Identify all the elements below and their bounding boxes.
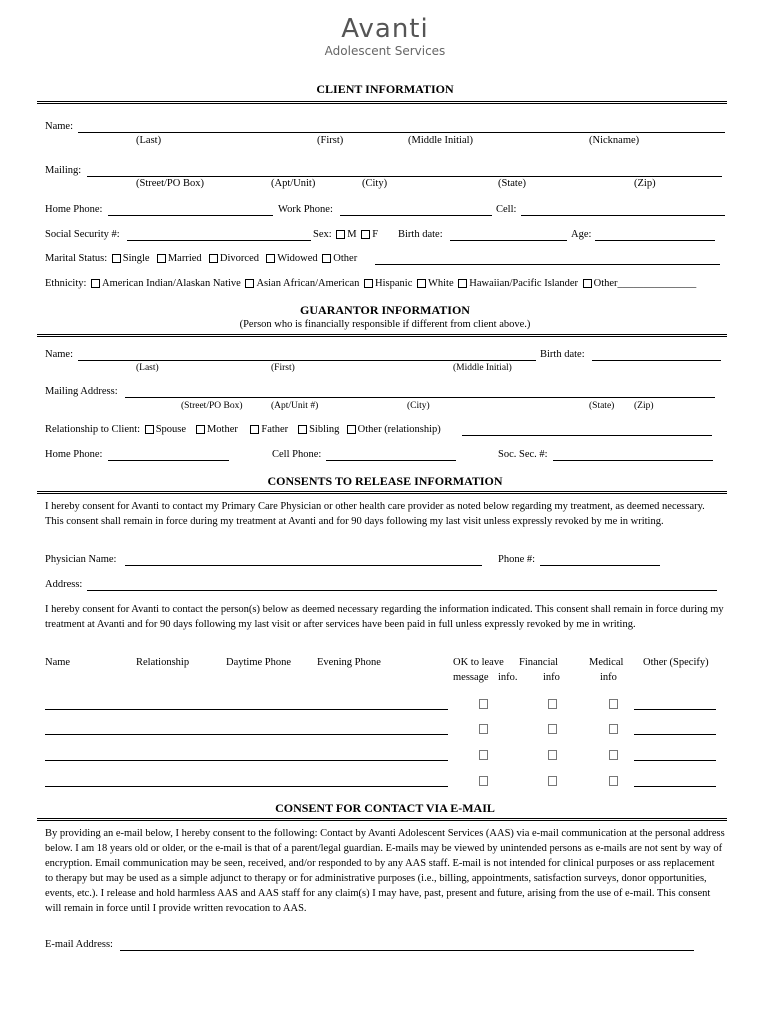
ethnicity-asian-label: Asian [256,278,281,289]
relationship-other-field[interactable] [462,435,712,436]
email-address-label: E-mail Address: [45,939,113,950]
guarantor-soc-sec-label: Soc. Sec. #: [498,449,548,460]
relationship-sibling-checkbox[interactable] [298,425,307,434]
col-medical-line1: Medical [589,657,624,668]
guarantor-home-phone-field[interactable] [108,460,229,461]
physician-name-label: Physician Name: [45,554,117,565]
ok-leave-checkbox[interactable] [479,750,488,760]
divider [37,101,727,104]
financial-checkbox[interactable] [548,750,557,760]
client-first-label: (First) [317,135,344,146]
ethnicity-african-label: African/American [283,278,360,289]
guarantor-last-label: (Last) [136,363,159,373]
guarantor-birth-date-label: Birth date: [540,349,585,360]
relationship-spouse-checkbox[interactable] [145,425,154,434]
relationship-mother-label: Mother [206,424,238,435]
contact-line-field[interactable] [45,760,448,761]
guarantor-cell-phone-label: Cell Phone: [272,449,322,460]
email-paragraph: By providing an e-mail below, I hereby consent to the following: Contact by Avanti Adolescent Services (AAS) via e-mail communication at the personal address below. I am 18 years old or older, or the e-mail is that of a parent/legal guardian. E-mails may be viewed by unintended persons as e-mails are not sent by way of encryption. Email communication may be seen, received, and/or responded to by any AAS staff. E-mail is not intended for clinical purposes or ass replacement to therapy but may be used as a simple adjunct to therapy or for administrative purposes (i.e., billing, appointments, satisfaction surveys, donor opportunities, events, etc.). I release and hold harmless AAS and AAS staff for any claim(s) I may have, past, present and future, arising from the use of e-mail. This consent will remain in force until I provide written revocation to AAS. [45,828,725,914]
physician-phone-label: Phone #: [498,554,536,565]
guarantor-heading: GUARANTOR INFORMATION [300,303,470,317]
guarantor-soc-sec-field[interactable] [553,460,713,461]
relationship-father-label: Father [261,424,289,435]
client-ssn-label: Social Security #: [45,229,120,240]
client-home-phone-field[interactable] [108,215,273,216]
col-relationship: Relationship [136,657,190,668]
client-sex-group [313,229,378,240]
email-heading: CONSENT FOR CONTACT VIA E-MAIL [275,801,495,815]
client-cell-label: Cell: [496,204,517,215]
client-birth-date-field[interactable] [450,240,567,241]
marital-status-group [45,253,357,264]
client-apt-label: (Apt/Unit) [271,178,316,189]
ethnicity-hawaiian-checkbox[interactable] [458,279,467,288]
ethnicity-hawaiian-label: Hawaiian/Pacific Islander [469,278,579,289]
medical-checkbox[interactable] [609,699,618,709]
col-medical-line2: info [600,672,617,683]
other-specify-field[interactable] [634,760,716,761]
ethnicity-hispanic-checkbox[interactable] [364,279,373,288]
consents-paragraph-2: I hereby consent for Avanti to contact the person(s) below as deemed necessary regarding the information indicated. This consent shall remain in force during my treatment at Avanti and for 90 days following my last visit or after services have been paid in full unless expressly revoked by me in writing. [45,604,724,630]
client-mailing-field[interactable] [87,176,722,177]
col-other: Other (Specify) [643,657,709,668]
client-middle-label: (Middle Initial) [408,135,474,146]
client-zip-label: (Zip) [634,178,656,189]
client-ssn-field[interactable] [127,240,311,241]
guarantor-name-label: Name: [45,349,73,360]
client-name-label: Name: [45,121,73,132]
marital-divorced-label: Divorced [219,253,259,264]
logo-subtitle: Adolescent Services [324,44,446,58]
client-state-label: (State) [498,178,526,189]
marital-status-label: Marital Status: [45,253,108,264]
physician-address-label: Address: [45,579,83,590]
guarantor-name-field[interactable] [78,360,536,361]
client-work-phone-label: Work Phone: [278,204,333,215]
relationship-group [45,424,441,435]
consents-heading: CONSENTS TO RELEASE INFORMATION [267,474,503,488]
physician-name-field[interactable] [125,565,482,566]
sex-f-label: F [372,229,379,240]
relationship-label: Relationship to Client: [45,424,141,435]
guarantor-mailing-field[interactable] [125,397,715,398]
guarantor-apt-label: (Apt/Unit #) [271,401,319,411]
guarantor-cell-phone-field[interactable] [326,460,456,461]
ethnicity-label: Ethnicity: [45,278,87,289]
ethnicity-hispanic-label: Hispanic [375,278,413,289]
relationship-other-label: Other (relationship) [357,424,441,435]
guarantor-birth-date-field[interactable] [592,360,721,361]
ok-leave-checkbox[interactable] [479,699,488,709]
col-ok-leave-line2: message [453,672,489,683]
relationship-spouse-label: Spouse [155,424,187,435]
relationship-other-checkbox[interactable] [347,425,356,434]
medical-checkbox[interactable] [609,750,618,760]
marital-married-checkbox[interactable] [157,254,166,263]
ethnicity-native-checkbox[interactable] [91,279,100,288]
guarantor-zip-label: (Zip) [634,401,654,411]
medical-checkbox[interactable] [609,724,618,734]
ethnicity-asian-checkbox[interactable] [245,279,254,288]
physician-address-field[interactable] [87,590,717,591]
other-specify-field[interactable] [634,734,716,735]
col-evening-phone: Evening Phone [317,657,381,668]
ethnicity-other-checkbox[interactable] [583,279,592,288]
client-sex-label: Sex: [313,229,332,240]
client-last-label: (Last) [136,135,162,146]
client-home-phone-label: Home Phone: [45,204,103,215]
col-financial-line1: Financial [519,657,559,668]
marital-widowed-label: Widowed [277,253,318,264]
client-mailing-label: Mailing: [45,165,82,176]
financial-checkbox[interactable] [548,699,557,709]
client-street-label: (Street/PO Box) [136,178,204,189]
marital-other-field[interactable] [375,264,720,265]
guarantor-mailing-label: Mailing Address: [45,386,118,397]
marital-married-label: Married [167,253,202,264]
other-specify-field[interactable] [634,786,716,787]
consents-paragraph-1: I hereby consent for Avanti to contact my Primary Care Physician or other health care provider as noted below regarding my treatment, as deemed necessary. This consent shall remain in force during my treatment at Avanti and for 90 days following my last visit unless expressly revoked by me in writing. [45,501,705,527]
client-heading: CLIENT INFORMATION [316,82,454,96]
client-city-label: (City) [362,178,388,189]
relationship-father-checkbox[interactable] [250,425,259,434]
contact-line-field[interactable] [45,786,448,787]
marital-widowed-checkbox[interactable] [266,254,275,263]
marital-other-checkbox[interactable] [322,254,331,263]
col-daytime-phone: Daytime Phone [226,657,292,668]
ethnicity-white-label: White [427,278,454,289]
other-specify-field[interactable] [634,709,716,710]
col-financial-line2: info [543,672,560,683]
guarantor-state-label: (State) [589,401,615,411]
guarantor-subheading: (Person who is financially responsible if different from client above.) [239,319,531,330]
client-work-phone-field[interactable] [340,215,492,216]
physician-phone-field[interactable] [540,565,660,566]
col-name: Name [45,657,71,668]
medical-checkbox[interactable] [609,776,618,786]
relationship-mother-checkbox[interactable] [196,425,205,434]
ethnicity-native-label: American Indian/Alaskan Native [102,278,241,289]
col-ok-leave-line1: OK to leave [453,657,504,668]
marital-divorced-checkbox[interactable] [209,254,218,263]
guarantor-middle-label: (Middle Initial) [453,363,512,373]
guarantor-street-label: (Street/PO Box) [181,401,243,411]
contact-line-field[interactable] [45,709,448,710]
divider [37,334,727,337]
client-age-field[interactable] [595,240,715,241]
client-birth-date-label: Birth date: [398,229,443,240]
marital-single-checkbox[interactable] [112,254,121,263]
email-address-field[interactable] [120,950,694,951]
ok-leave-checkbox[interactable] [479,724,488,734]
col-ok-leave-line2b: info. [498,672,518,683]
ethnicity-white-checkbox[interactable] [417,279,426,288]
avanti-logo [0,14,770,58]
guarantor-city-label: (City) [407,401,430,411]
sex-f-checkbox[interactable] [361,230,370,239]
marital-other-label: Other [333,253,358,264]
marital-single-label: Single [122,253,150,264]
contact-line-field[interactable] [45,734,448,735]
financial-checkbox[interactable] [548,776,557,786]
ethnicity-group [45,278,696,289]
sex-m-label: M [347,229,357,240]
financial-checkbox[interactable] [548,724,557,734]
relationship-sibling-label: Sibling [309,424,340,435]
guarantor-home-phone-label: Home Phone: [45,449,103,460]
client-name-field[interactable] [78,132,725,133]
logo-name: Avanti [341,14,429,44]
client-age-label: Age: [571,229,592,240]
divider [37,491,727,494]
client-nickname-label: (Nickname) [589,135,640,146]
guarantor-first-label: (First) [271,363,295,373]
ethnicity-other-label: Other_______________ [593,278,697,289]
sex-m-checkbox[interactable] [336,230,345,239]
ok-leave-checkbox[interactable] [479,776,488,786]
divider [37,818,727,821]
client-cell-field[interactable] [521,215,725,216]
